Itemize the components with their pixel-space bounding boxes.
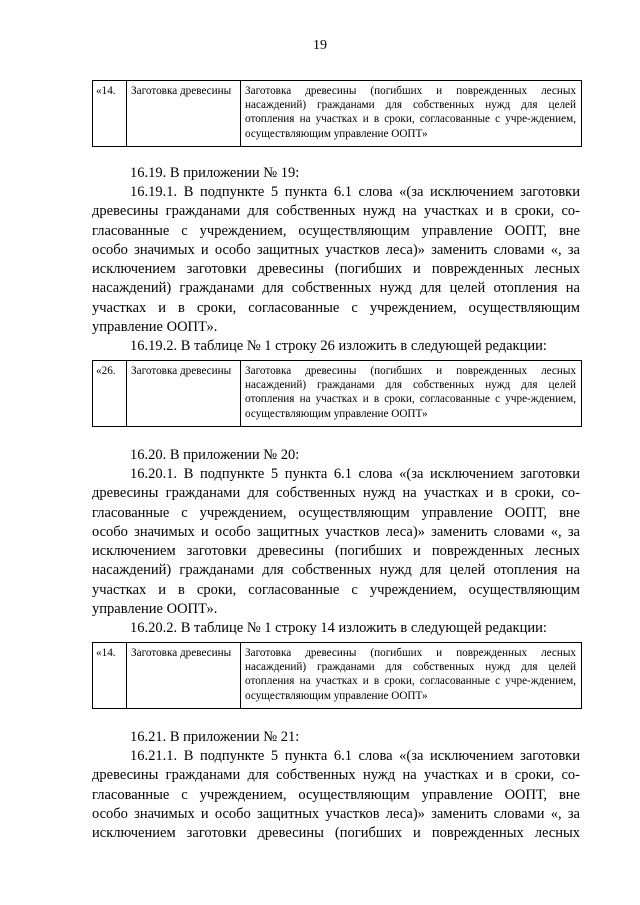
section-16-20-heading: 16.20. В приложении № 20: (130, 447, 300, 463)
replacement-table-row-14-b (92, 642, 582, 709)
row-number: «14. (93, 81, 127, 147)
section-16-21-1-text: 16.21.1. В подпункте 5 пункта 6.1 слова «(за исключением заготовки древесины гражданами для собственных нужд на участках и в сроки, со- гласованные с учреждением, осуществляющим управление ООПТ, вне особо значимых и особо защитных участков леса)» заменить словами «, за исключением заготовки древесины (погибших и поврежденных лесных (92, 748, 580, 842)
section-16-21-heading: 16.21. В приложении № 21: (130, 729, 300, 745)
replacement-table-row-14-a (92, 80, 582, 147)
row-activity-description: Заготовка древесины (погибших и поврежденных лесных насаждений) гражданами для собственных нужд для целей отопления на участках и в сроки, согласованные с учре-ждением, осуществляющим управление ООПТ» (241, 361, 582, 427)
table-row (93, 643, 582, 709)
section-16-20-1-text: 16.20.1. В подпункте 5 пункта 6.1 слова «(за исключением заготовки древесины гражданами для собственных нужд на участках и в сроки, со- гласованные с учреждением, осуществляющим управление ООПТ, вне особо значимых и особо защитных участков леса)» заменить словами «, за исключением заготовки древесины (погибших и поврежденных лесных насаждений) гражданами для собственных нужд для целей отопления на участках и в сроки, согласованные с учреждением, осуществляющим управление ООПТ». (92, 466, 580, 618)
row-activity-description: Заготовка древесины (погибших и поврежденных лесных насаждений) гражданами для собственных нужд для целей отопления на участках и в сроки, согласованные с учре-ждением, осуществляющим управление ООПТ» (241, 81, 582, 147)
table-row (93, 361, 582, 427)
section-16-20-2-text: 16.20.2. В таблице № 1 строку 14 изложить в следующей редакции: (130, 620, 547, 636)
section-16-19-1-text: 16.19.1. В подпункте 5 пункта 6.1 слова «(за исключением заготовки древесины гражданами для собственных нужд на участках и в сроки, со- гласованные с учреждением, осуществляющим управление ООПТ, вне особо значимых и особо защитных участков леса)» заменить словами «, за исключением заготовки древесины (погибших и поврежденных лесных насаждений) гражданами для собственных нужд для целей отопления на участках и в сроки, согласованные с учреждением, осуществляющим управление ООПТ». (92, 184, 580, 336)
row-number: «26. (93, 361, 127, 427)
section-16-19-2-text: 16.19.2. В таблице № 1 строку 26 изложить в следующей редакции: (130, 338, 547, 354)
page-number: 19 (313, 38, 327, 53)
row-activity-name: Заготовка древесины (127, 81, 241, 147)
table-row (93, 81, 582, 147)
row-activity-name: Заготовка древесины (127, 643, 241, 709)
row-activity-description: Заготовка древесины (погибших и поврежденных лесных насаждений) гражданами для собственных нужд для целей отопления на участках и в сроки, согласованные с учре-ждением, осуществляющим управление ООПТ» (241, 643, 582, 709)
row-number: «14. (93, 643, 127, 709)
row-activity-name: Заготовка древесины (127, 361, 241, 427)
replacement-table-row-26 (92, 360, 582, 427)
section-16-19-heading: 16.19. В приложении № 19: (130, 165, 300, 181)
